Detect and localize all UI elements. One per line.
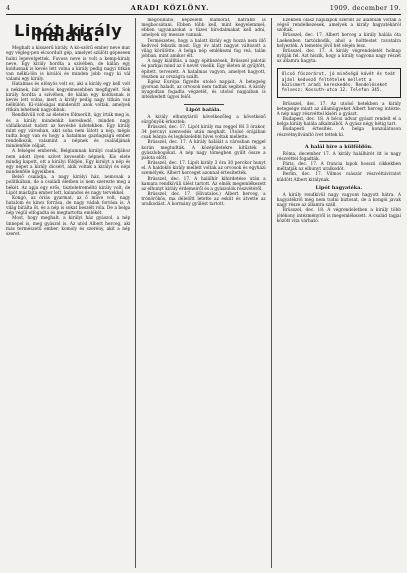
col2-body (141, 18, 265, 101)
paragraph: Brüsszel, dec. 17. Lipót király 3 óra 30 perckor hunyt el. A haldokló király mellett voltak az orvosok és egyházi személyek. Albert herceget azonnal értesítették. (141, 161, 266, 177)
news3-body (277, 152, 401, 183)
news2-body (277, 102, 401, 138)
subhead-3: Lipót hagyatéka. (315, 184, 363, 191)
column-rule (271, 18, 272, 568)
subhead-2: A halál híre a külföldön. (304, 143, 373, 150)
column-2 (141, 18, 265, 568)
column-rule (135, 18, 136, 568)
paragraph: Brüsszel, dec. 17. A halálhír kihirdetése után a kamara rendkívüli ülést tartott. Az elnök megemlékezett az elhunyt király érdemeiről és a gyászolók részvétéről. (141, 176, 266, 192)
paragraph: A felséges emberek, Belgiumnak királyi családjához nem adott ilyen szívet kevesebb népnek. Kis elete mindig kapott, ott a királyi földjén, Egy királyt a nép és egy népet a király dicsért, akik voltak a királyi és népi mindenféle ügyeikben. (6, 149, 131, 176)
col3-body (277, 18, 401, 64)
news4-body (277, 193, 401, 224)
paragraph: Brüsszel, dec. 17. Az utolsó hetekben a király betegsége miatt az államügyeket Albert herceg intézte. A nép nagy részvéttel kíséri a gyászt. (276, 101, 401, 117)
paragraph: Brüsszel, dec. 17. A király végrendeletét holnap nyitják fel. Azt hiszik, hogy a király vagyona nagy részét az államra hagyta. (276, 48, 401, 65)
paragraph: Most, hogy meghalt, a királyi ház gyászol, a nép ünnepel is, meg gyászol is. Az utód Albert herceg, aki más természetű ember, komoly és szerény, akit a nép szeret. (6, 216, 131, 237)
masthead: ARADI KÖZLÖNY. (130, 4, 210, 12)
col1-body (6, 46, 130, 237)
paragraph: A nagy kiállítás, a nagy építkezések, Brüsszel palotái és parkjai mind az ő nevét viselik. Egy életen át gyűjtött, épített, tervezett. A hatalmas vagyon, amelyet hagyott, részben az országra szállt. (141, 59, 266, 80)
paragraph: Brüsszel, dec. 17. A király halálát a városban reggel korán megtudták. A középületekre kitűzték a gyászlobogókat. A nép nagy tömegben gyűlt össze a palota előtt. (141, 140, 266, 161)
news-body (141, 115, 265, 208)
paragraph: Természetes, hogy a halott király egy hozzá nem illő kedvvel fekszik most. Egy év alatt nagyot változott a világ körülötte. A belga nép emlékezni fog reá, talán jobban, mint amikor élt. (141, 38, 266, 60)
paragraph: Meghalt a kisszerű király. A kö-szörű ember neve mar egy végleg-pen elcsordult gép, amelyet szülött gépeseen halni lepevelgettek. Fuvoss neve is volt a kemp-kiraly neve. Egy király hordta a szívében, de kálán egy koldusnak is kevés lett volna a király pedig nagyi titkán van nélkü-lön is kiválói és minden jobb vagy ki vál valami egy király. (6, 46, 131, 83)
paragraph: Rendkívüli volt az életeire fölmerült, úgy írták meg is, és a király mindenkit kereskedő, minden nagy vállalkozást tudott az kevésbé üzletekben. Egy király mint egy városban, akit soha nem látott a nép, mégis tudta hogy van és hogy a hatalmas gazdagságú ember rendelkezik, valamint a népnek és családjának mindenféle céljait. (6, 113, 131, 150)
column-3 (277, 18, 401, 568)
paragraph: Kongó, az óriás gyarmat, az ő műve volt, nagy hatalom és kincs forrása, de nagy vádak forrása is. A világ bírálta őt, és a nép is sokat beszélt róla. De a belga nép végül elfogadta és megtartotta emlékét. (6, 195, 131, 217)
paragraph: Belső családja, a nagy királyi ház, nemcsak a politikában, de a családi életben is nem szerezte meg a békét. Az apja egy erős, tiszteletreméltó király volt, de Lipót másfajta ember lett, kalandos és nagy tervekkel. (6, 175, 131, 196)
page-number: 4 (6, 4, 11, 12)
paragraph: Berlin, dec. 17. Vilmos császár részvéttáviratot küldött Albert királynak. (276, 172, 401, 183)
columns (6, 18, 401, 568)
paragraph: Ezekben olasz napilapok szerint az alábbiak voltak a végső rendelkezések, amelyek a király hagyatékáról szóltak. (276, 18, 401, 34)
article-title: Lipót király halála. (14, 21, 123, 46)
paragraph: Hatalmas és elönyös volt ez, aki a király egy kell volt a nekinek, bár kevés kegyelmesebben megfigyelt. Sok király hordta a szívében, de kálán egy koldusnak is kevés lett volna, mert a király pedig nagy titkán van nélkülön. Ki-válóságai mindenütt azok voltak, amelyek ritkán lehetnek nagyobbak. (6, 82, 131, 114)
subhead: Lipót halála. (185, 106, 222, 113)
paragraph: A király rendkívül nagy vagyont hagyott hátra. A hagyatékról még nem tudni biztosat, de a kongói javak nagy része az államra száll. (276, 192, 401, 209)
page-header (6, 4, 401, 15)
paragraph: Róma, december 17. A király halálhírét itt is nagy részvéttel fogadták. (276, 151, 401, 162)
paragraph: Brüsszel, dec. 17. Lipót király ma reggel fél 3 órakor, 34 percnyi szenvedés után meghalt. Utolsó órájában csak leánya és legközelebbi hívei voltak mellette. (141, 124, 266, 141)
paragraph: Páris, dec. 17. A francia lapok hosszú cikkekben méltatják az elhunyt uralkodót. (276, 162, 401, 173)
paragraph: megcsillanó, képzelem mámorát, hátrább is megbocsátani. Ebben több kell, mint kegyelemmel; ebben ugyanazokat a tüzes birodalmakat kell adni, amelyek oly messze vannak. (141, 18, 266, 39)
separator (184, 104, 224, 105)
column-1 (6, 18, 130, 568)
paragraph: Budapest, dec. 18. A bécsi udvar gyászt rendelt el a belga király halála alkalmából. A gyász négy hétig tart. (276, 117, 401, 128)
paragraph: Brüsszel, dec. 17. Albert herceg a király halála óta Laekenben tartózkodik, ahol a holttestet ravatalra helyezték. A temetés jövő hét elején lesz. (276, 33, 401, 49)
paragraph: Egész Európa figyelte utolsó napjait. A betegség gyorsan haladt, az orvosok nem tudtak segíteni. A király nyugodtan fogadta végzetét, és utolsó napjaiban is intézkedett ügyei felől. (141, 79, 266, 101)
separator (319, 141, 359, 142)
paragraph: Brüsszel, dec. 17. (Hivatalos.) Albert herceg, a trónörökös, ma délelőtt letette az esküt és átvette az uralkodást. A kormány gyűlést tartott. (141, 192, 266, 208)
paragraph: A király elhunytáról következőleg a következő sürgönyök érkeztek: (141, 114, 266, 125)
advertisement-box: Olcsó fűszerárut, jó minőségű kávét és teát ajánl kedvező feltételek mellett a közismert aradi kereskedés. Rendeléseket felvesz: Kossuth-utca 12. Telefon 345. (277, 68, 401, 97)
paragraph: Budapesti értesítés. A belga konzulátuson részvétnyilvánító ívet tettek ki. (276, 127, 401, 138)
issue-date: 1909. december 19. (329, 4, 401, 12)
paragraph: Brüsszel, dec. 18. A végrendeletben a király több jótékony intézményről is megemlékezett. A család tagjai között vita várható. (276, 208, 401, 224)
